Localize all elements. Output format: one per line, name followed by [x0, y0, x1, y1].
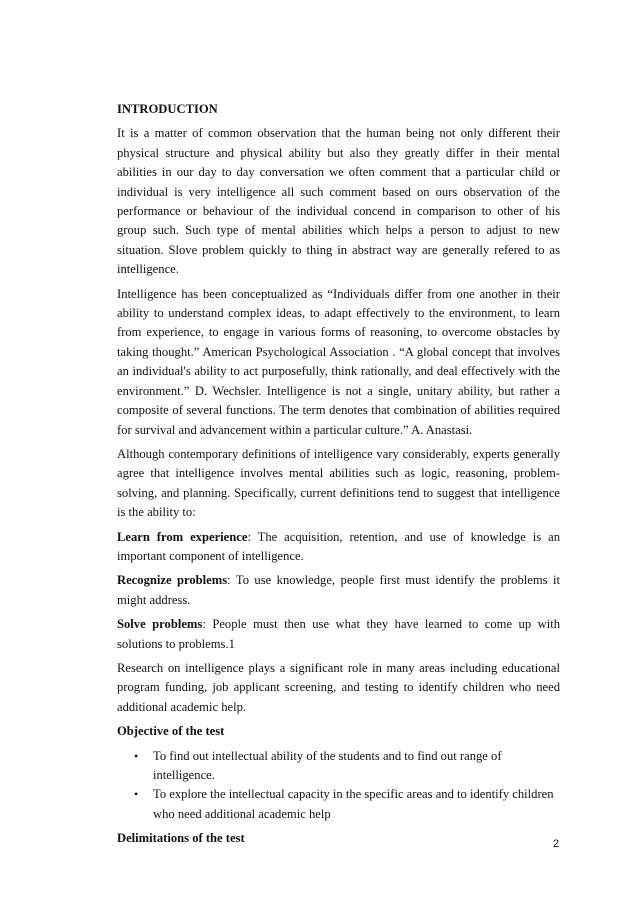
definition-term: Recognize problems: [117, 573, 228, 588]
intro-paragraph-3: Although contemporary definitions of intelligence vary considerably, experts generally agree that intelligence involves mental abilities such as logic, reasoning, problem-solving, and planning. Specifically, current definitions tend to suggest that intelligence is the ability to:: [117, 446, 560, 520]
list-item: [117, 747, 560, 786]
definition-learn-from-experience: [117, 528, 560, 567]
definition-term: Learn from experience: [117, 529, 248, 544]
intro-paragraph-1: It is a matter of common observation that the human being not only different their physical structure and physical ability but also they greatly differ in their mental abilities in our day to day conversation we often comment that a particular child or individual is very intelligence all such comment based on ours observation of the performance or behaviour of the individual concend in comparison to other of his group such. Such type of mental abilities which helps a person to adjust to new situation. Slove problem quickly to thing in abstract way are generally refered to as intelligence.: [117, 126, 560, 277]
definition-term: Solve problems: [117, 617, 203, 632]
definition-solve-problems: [117, 615, 560, 654]
objective-text: To find out intellectual ability of the students and to find out range of intelligence.: [153, 748, 502, 782]
research-paragraph: Research on intelligence plays a significant role in many areas including educational program funding, job applicant screening, and testing to identify children who need additional academic help.: [117, 660, 560, 714]
definition-text: : The acquisition, retention, and use of knowledge is an important component of intelligence.: [117, 529, 560, 563]
bullet-icon: •: [134, 748, 139, 763]
list-item: [117, 785, 560, 824]
definition-recognize-problems: [117, 571, 560, 610]
intro-paragraph-2: Intelligence has been conceptualized as “Individuals differ from one another in their ability to understand complex ideas, to adapt effectively to the environment, to learn from experience, to engage in various forms of reasoning, to overcome obstacles by taking thought.” American Psychological Association . “A global concept that involves an individual's ability to act purposefully, think rationally, and deal effectively with the environment.” D. Wechsler. Intelligence is not a single, unitary ability, but rather a composite of several functions. The term denotes that combination of abilities required for survival and advancement within a particular culture.” A. Anastasi.: [117, 286, 560, 437]
bullet-icon: •: [134, 787, 139, 802]
page-content: [117, 100, 560, 854]
definition-text: : People must then use what they have learned to come up with solutions to problems.1: [117, 617, 561, 651]
delimitations-heading: Delimitations of the test: [117, 831, 245, 846]
objective-heading: Objective of the test: [117, 724, 225, 739]
objective-text: To explore the intellectual capacity in the specific areas and to identify children who need additional academic help: [153, 787, 554, 821]
objectives-list: [117, 747, 560, 825]
introduction-heading: INTRODUCTION: [117, 102, 218, 116]
definition-text: : To use knowledge, people first must identify the problems it might address.: [117, 573, 560, 607]
page-number: 2: [553, 838, 560, 850]
